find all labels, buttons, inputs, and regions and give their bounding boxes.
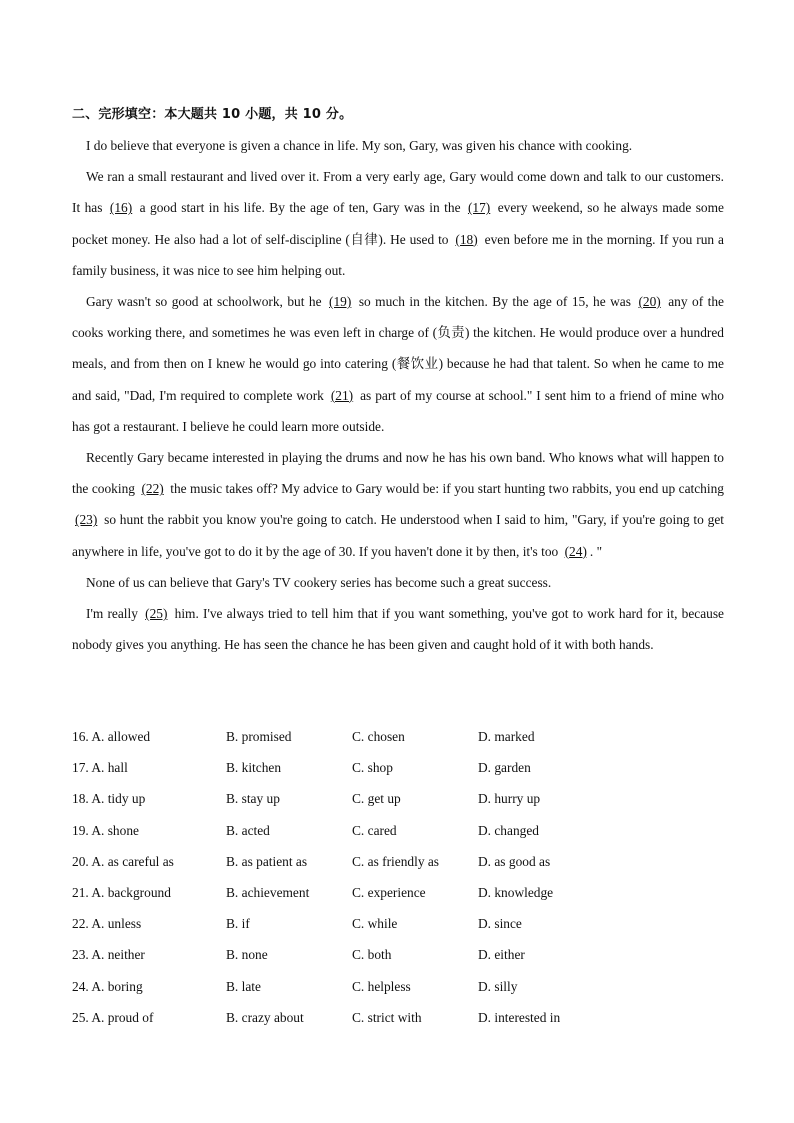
question-row bbox=[72, 755, 724, 786]
passage-text: I'm really bbox=[86, 606, 138, 622]
paragraph-4 bbox=[72, 442, 724, 567]
passage-text: even before me in the morning. If you run a family business, it was nice to see him helping out. bbox=[72, 231, 724, 278]
paragraph-1: I do believe that everyone is given a chance in life. My son, Gary, was given his chance with cooking. bbox=[86, 138, 633, 153]
option-c: C. cared bbox=[352, 822, 397, 838]
option-b: B. if bbox=[226, 916, 250, 932]
blank-19: (19) bbox=[329, 294, 352, 310]
passage-text: Recently Gary became interested in playing the drums and now he has his own band. Who knows what will happen to the cooking bbox=[72, 450, 724, 497]
paragraph-5: None of us can believe that Gary's TV cookery series has become such a great success. bbox=[86, 574, 552, 590]
option-d: D. either bbox=[478, 947, 525, 963]
question-row bbox=[72, 849, 724, 880]
passage-text: Gary wasn't so good at schoolwork, but he bbox=[86, 294, 322, 310]
option-d: D. interested in bbox=[478, 1009, 561, 1025]
option-d: D. as good as bbox=[478, 853, 551, 869]
question-row bbox=[72, 942, 724, 973]
option-c: C. chosen bbox=[352, 729, 405, 744]
cloze-passage bbox=[72, 130, 724, 660]
question-row bbox=[72, 1005, 724, 1036]
option-d: D. silly bbox=[478, 978, 518, 994]
blank-16: (16) bbox=[109, 200, 133, 216]
question-row bbox=[72, 880, 724, 911]
option-c: C. both bbox=[352, 947, 392, 963]
option-c: C. experience bbox=[352, 884, 426, 900]
paragraph-6 bbox=[72, 598, 724, 660]
blank-24: (24) bbox=[564, 543, 587, 559]
passage-text: any of the cooks working there, and sometimes he was even left in charge of (负责) the kitchen. He would produce over a hundred meals, and from then on I knew he would go into catering (餐饮业) because he had that talent. So when he came to me and said, "Dad, I'm required to complete work bbox=[72, 294, 724, 403]
option-c: C. get up bbox=[352, 791, 401, 807]
option-a: 17. A. hall bbox=[72, 760, 128, 776]
question-row bbox=[72, 974, 724, 1005]
question-row bbox=[72, 818, 724, 849]
option-b: B. promised bbox=[226, 729, 292, 744]
option-b: B. stay up bbox=[226, 791, 280, 807]
passage-text: so much in the kitchen. By the age of 15, he was bbox=[358, 294, 631, 310]
option-a: 20. A. as careful as bbox=[72, 853, 174, 869]
paragraph-3 bbox=[72, 286, 724, 442]
option-b: B. late bbox=[226, 978, 261, 994]
option-a: 21. A. background bbox=[72, 884, 171, 900]
section-heading: 二、完形填空：本大题共 10 小题，共 10 分。 bbox=[72, 107, 353, 122]
blank-21: (21) bbox=[330, 387, 354, 403]
option-d: D. marked bbox=[478, 729, 535, 744]
option-b: B. acted bbox=[226, 822, 270, 838]
option-b: B. achievement bbox=[226, 884, 310, 900]
option-b: B. crazy about bbox=[226, 1009, 304, 1025]
option-a: 24. A. boring bbox=[72, 978, 143, 994]
option-c: C. helpless bbox=[352, 978, 411, 994]
option-b: B. as patient as bbox=[226, 853, 308, 869]
option-c: C. shop bbox=[352, 760, 393, 776]
passage-text: so hunt the rabbit you know you're going to catch. He understood when I said to him, "Gary, if you're going to get anywhere in life, you've got to do it by the age of 30. If you haven't done it by then, it's too bbox=[72, 512, 724, 559]
passage-text: a good start in his life. By the age of ten, Gary was in the bbox=[139, 200, 461, 216]
paragraph-2 bbox=[72, 161, 724, 286]
option-d: D. knowledge bbox=[478, 884, 554, 900]
blank-17: (17) bbox=[467, 200, 491, 216]
blank-20: (20) bbox=[638, 294, 661, 310]
option-d: D. changed bbox=[478, 822, 539, 838]
passage-text: We ran a small restaurant and lived over it. From a very early age, Gary would come down and talk to our customers. It has bbox=[72, 169, 724, 216]
question-row bbox=[72, 911, 724, 942]
passage-text: the music takes off? My advice to Gary would be: if you start hunting two rabbits, you end up catching bbox=[170, 481, 724, 497]
option-d: D. hurry up bbox=[478, 791, 541, 807]
option-b: B. kitchen bbox=[226, 760, 282, 776]
passage-text: every weekend, so he always made some pocket money. He also had a lot of self-discipline (自律). He used to bbox=[72, 200, 724, 247]
option-d: D. since bbox=[478, 916, 522, 932]
option-a: 16. A. allowed bbox=[72, 729, 151, 744]
passage-text: as part of my course at school." I sent him to a friend of mine who has got a restaurant. I believe he could learn more outside. bbox=[72, 387, 724, 434]
option-a: 22. A. unless bbox=[72, 916, 142, 932]
passage-text: . " bbox=[589, 543, 603, 559]
option-c: C. as friendly as bbox=[352, 853, 440, 869]
option-a: 18. A. tidy up bbox=[72, 791, 146, 807]
passage-text: him. I've always tried to tell him that if you want something, you've got to work hard for it, because nobody gives you anything. He has seen the chance he has been given and caught hold of it with both hands. bbox=[72, 606, 724, 653]
question-row bbox=[72, 724, 724, 755]
blank-22: (22) bbox=[141, 481, 164, 497]
question-row bbox=[72, 786, 724, 817]
blank-25: (25) bbox=[145, 606, 168, 622]
option-d: D. garden bbox=[478, 760, 531, 776]
option-c: C. while bbox=[352, 916, 398, 932]
option-c: C. strict with bbox=[352, 1009, 422, 1025]
option-a: 25. A. proud of bbox=[72, 1009, 154, 1025]
blank-23: (23) bbox=[75, 512, 98, 528]
option-a: 23. A. neither bbox=[72, 947, 145, 963]
answer-options bbox=[72, 724, 724, 1036]
option-a: 19. A. shone bbox=[72, 822, 139, 838]
option-b: B. none bbox=[226, 947, 268, 963]
blank-18: (18) bbox=[455, 231, 478, 247]
